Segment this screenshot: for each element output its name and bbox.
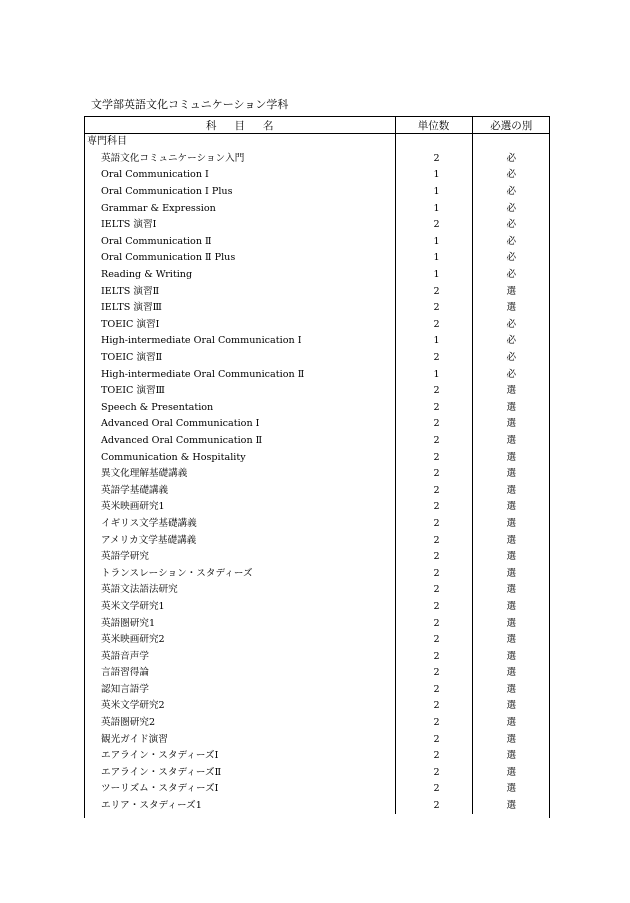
course-name: 英米文学研究2 [101,700,165,712]
table-row [85,615,550,632]
course-required: 選 [472,582,550,599]
course-name: 認知言語学 [101,683,149,695]
section-label: 専門科目 [87,136,127,148]
table-row [85,748,550,765]
course-units: 2 [395,433,472,450]
table-row [85,234,550,251]
course-required: 選 [472,516,550,533]
course-name: エリア・スタディーズ1 [101,800,202,812]
course-name: ツーリズム・スタディーズⅠ [101,783,219,795]
course-name: 英語学研究 [101,551,149,563]
course-name: 英米映画研究2 [101,634,165,646]
course-units: 2 [395,748,472,765]
course-units: 2 [395,632,472,649]
course-name: 言語習得論 [101,667,149,679]
course-units: 1 [395,333,472,350]
course-name: Advanced Oral Communication Ⅱ [101,434,263,446]
course-name: Speech & Presentation [101,401,214,413]
course-required: 選 [472,283,550,300]
course-units: 1 [395,184,472,201]
course-required: 選 [472,731,550,748]
course-required: 選 [472,698,550,715]
table-header-row [85,117,550,134]
course-required: 選 [472,549,550,566]
table-row [85,482,550,499]
course-required: 選 [472,532,550,549]
course-required: 選 [472,599,550,616]
course-name: TOEIC 演習Ⅱ [101,352,163,364]
course-required: 必 [472,317,550,334]
page-title: 文学部英語文化コミュニケーション学科 [91,98,289,111]
course-name: Oral Communication Ⅱ [101,235,212,247]
course-required: 選 [472,715,550,732]
table-row [85,416,550,433]
course-units: 2 [395,300,472,317]
table-row [85,200,550,217]
course-units: 2 [395,499,472,516]
course-units: 2 [395,648,472,665]
course-name: IELTS 演習Ⅱ [101,285,160,297]
course-required: 選 [472,416,550,433]
course-required: 必 [472,333,550,350]
course-name: High-intermediate Oral Communication Ⅰ [101,335,302,347]
table-row [85,565,550,582]
course-name: トランスレーション・スタディーズ [101,567,253,579]
table-row [85,333,550,350]
course-units: 1 [395,167,472,184]
course-required: 必 [472,234,550,251]
course-units: 2 [395,466,472,483]
course-name: 英米文学研究1 [101,600,165,612]
course-name: IELTS 演習Ⅰ [101,219,157,231]
table-row [85,366,550,383]
course-required: 選 [472,748,550,765]
course-name: エアライン・スタディーズⅡ [101,766,222,778]
course-required: 選 [472,433,550,450]
course-required: 必 [472,350,550,367]
course-units: 1 [395,234,472,251]
course-units: 2 [395,582,472,599]
course-name: 英語文法語法研究 [101,584,178,596]
course-name: Communication & Hospitality [101,451,246,463]
header-required: 必選の別 [472,117,550,134]
table-row [85,300,550,317]
course-units: 1 [395,250,472,267]
course-units: 2 [395,665,472,682]
table-row [85,599,550,616]
course-units: 1 [395,366,472,383]
table-row [85,715,550,732]
course-required: 選 [472,781,550,798]
course-required: 選 [472,565,550,582]
table-row [85,449,550,466]
course-name: Oral Communication Ⅰ [101,169,209,181]
course-units: 2 [395,449,472,466]
course-units: 2 [395,615,472,632]
course-units: 2 [395,482,472,499]
table-row [85,267,550,284]
course-required: 選 [472,798,550,815]
course-name: Reading & Writing [101,269,193,281]
course-name: 英語圏研究1 [101,617,156,629]
course-required: 必 [472,250,550,267]
course-units: 2 [395,698,472,715]
course-units: 2 [395,715,472,732]
course-name: 異文化理解基礎講義 [101,468,188,480]
course-units: 2 [395,599,472,616]
table-row [85,698,550,715]
course-units: 2 [395,151,472,168]
course-required: 必 [472,217,550,234]
table-row [85,466,550,483]
course-units: 2 [395,283,472,300]
course-units: 2 [395,217,472,234]
course-name: エアライン・スタディーズⅠ [101,750,219,762]
table-row [85,383,550,400]
course-units: 2 [395,731,472,748]
table-row [85,632,550,649]
course-name: Advanced Oral Communication Ⅰ [101,418,260,430]
table-row [85,167,550,184]
course-required: 選 [472,400,550,417]
course-required: 選 [472,682,550,699]
course-required: 選 [472,615,550,632]
course-required: 必 [472,151,550,168]
course-name: 観光ガイド演習 [101,733,168,745]
course-name: 英米映画研究1 [101,501,165,513]
course-name: 英語音声学 [101,650,149,662]
course-required: 選 [472,449,550,466]
table-row [85,317,550,334]
course-units: 2 [395,317,472,334]
course-units: 2 [395,565,472,582]
course-required: 必 [472,200,550,217]
course-required: 必 [472,184,550,201]
course-required: 選 [472,665,550,682]
table-row [85,582,550,599]
course-name: イギリス文学基礎講義 [101,517,197,529]
table-row [85,400,550,417]
table-row [85,250,550,267]
course-required: 選 [472,648,550,665]
course-required: 選 [472,383,550,400]
course-name: 英語学基礎講義 [101,484,169,496]
course-units: 2 [395,350,472,367]
table-row [85,798,550,815]
course-name: 英語圏研究2 [101,717,156,729]
course-required: 選 [472,632,550,649]
table-row [85,350,550,367]
course-units: 2 [395,400,472,417]
course-required: 選 [472,765,550,782]
table-row [85,532,550,549]
course-name: IELTS 演習Ⅲ [101,302,162,314]
course-units: 2 [395,765,472,782]
section-units-cell [395,134,472,151]
course-table [84,116,550,818]
course-name: High-intermediate Oral Communication Ⅱ [101,368,305,380]
table-row [85,499,550,516]
course-name: TOEIC 演習Ⅰ [101,318,160,330]
course-units: 2 [395,798,472,815]
section-req-cell [472,134,550,151]
course-units: 2 [395,383,472,400]
course-name: アメリカ文学基礎講義 [101,534,197,546]
section-row [85,134,550,151]
table-row [85,184,550,201]
table-row [85,765,550,782]
table-row [85,665,550,682]
course-required: 必 [472,366,550,383]
course-name: TOEIC 演習Ⅲ [101,385,165,397]
course-required: 選 [472,499,550,516]
table-row [85,283,550,300]
table-row [85,151,550,168]
course-name: Grammar & Expression [101,202,216,214]
header-subject: 科目名 [85,117,395,134]
course-units: 2 [395,781,472,798]
table-row [85,217,550,234]
course-units: 2 [395,549,472,566]
table-row [85,731,550,748]
header-units: 単位数 [395,117,472,134]
table-row [85,781,550,798]
course-units: 2 [395,532,472,549]
table-row [85,516,550,533]
course-units: 1 [395,200,472,217]
table-row [85,549,550,566]
course-required: 必 [472,267,550,284]
course-name: Oral Communication Ⅰ Plus [101,186,233,198]
course-name: 英語文化コミュニケーション入門 [101,152,245,164]
course-units: 2 [395,416,472,433]
course-units: 2 [395,682,472,699]
course-required: 選 [472,466,550,483]
table-row [85,648,550,665]
table-row [85,433,550,450]
table-row [85,682,550,699]
course-name: Oral Communication Ⅱ Plus [101,252,236,264]
course-units: 2 [395,516,472,533]
course-units: 1 [395,267,472,284]
course-required: 必 [472,167,550,184]
course-required: 選 [472,300,550,317]
course-required: 選 [472,482,550,499]
